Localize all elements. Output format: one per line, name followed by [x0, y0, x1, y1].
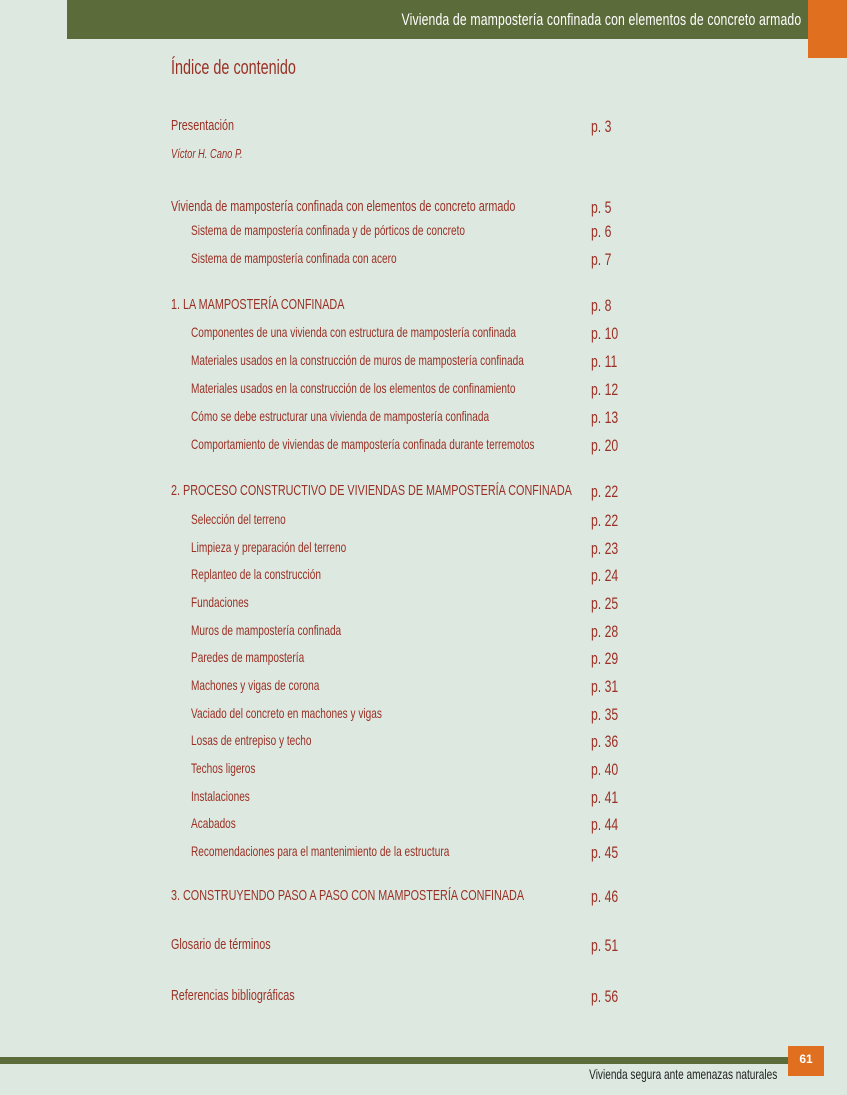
toc-section-2[interactable] [0, 482, 847, 502]
toc-subentry[interactable] [0, 566, 847, 586]
toc-entry-page: p. 36 [591, 732, 619, 751]
toc-subentry[interactable] [0, 352, 847, 372]
toc-subentry[interactable] [0, 324, 847, 344]
toc-entry-label: Fundaciones [191, 594, 249, 610]
toc-entry-page: p. 29 [591, 649, 619, 668]
page-number-badge: 61 [788, 1046, 824, 1076]
toc-entry-page: p. 5 [591, 198, 612, 217]
toc-entry-label: Instalaciones [191, 788, 250, 804]
toc-subentry[interactable] [0, 732, 847, 752]
toc-entry-label: Techos ligeros [191, 760, 256, 776]
toc-entry-page: p. 56 [591, 987, 619, 1006]
toc-subentry[interactable] [0, 436, 847, 456]
toc-entry-page: p. 46 [591, 887, 619, 906]
toc-subentry[interactable] [0, 843, 847, 863]
toc-entry-label: Paredes de mampostería [191, 649, 305, 665]
toc-entry-page: p. 44 [591, 815, 619, 834]
toc-entry-label: Sistema de mampostería confinada con acero [191, 250, 397, 266]
toc-subentry[interactable] [0, 222, 847, 242]
toc-subentry[interactable] [0, 649, 847, 669]
toc-subentry[interactable] [0, 677, 847, 697]
toc-entry-page: p. 31 [591, 677, 619, 696]
toc-entry-label: Acabados [191, 815, 236, 831]
toc-entry-page: p. 20 [591, 436, 619, 455]
toc-entry-label: Glosario de términos [171, 936, 271, 953]
toc-entry-label: 1. LA MAMPOSTERÍA CONFINADA [171, 296, 345, 313]
toc-entry-page: p. 10 [591, 324, 619, 343]
toc-entry-page: p. 41 [591, 788, 619, 807]
toc-entry-label: Referencias bibliográficas [171, 987, 295, 1004]
toc-entry-page: p. 11 [591, 352, 618, 371]
toc-entry-page: p. 40 [591, 760, 619, 779]
toc-entry-label: Cómo se debe estructurar una vivienda de mampostería confinada [191, 408, 490, 424]
toc-entry-page: p. 7 [591, 250, 612, 269]
toc-entry-page: p. 23 [591, 539, 619, 558]
toc-entry-label: Selección del terreno [191, 511, 286, 527]
toc-subentry[interactable] [0, 815, 847, 835]
toc-entry-page: p. 24 [591, 566, 619, 585]
toc-entry-page: p. 8 [591, 296, 612, 315]
toc-entry-label: Componentes de una vivienda con estructura de mampostería confinada [191, 324, 517, 340]
footer-bar [0, 1057, 788, 1064]
toc-section-3[interactable] [0, 887, 847, 907]
toc-entry-label: 2. PROCESO CONSTRUCTIVO DE VIVIENDAS DE MAMPOSTERÍA CONFINADA [171, 482, 572, 499]
toc-subentry[interactable] [0, 511, 847, 531]
toc-entry-page: p. 22 [591, 511, 619, 530]
toc-entry-label: Vivienda de mampostería confinada con elementos de concreto armado [171, 198, 516, 215]
toc-entry-label: Limpieza y preparación del terreno [191, 539, 347, 555]
toc-entry-label: Recomendaciones para el mantenimiento de la estructura [191, 843, 450, 859]
toc-entry-presentacion[interactable] [0, 117, 847, 137]
toc-subentry[interactable] [0, 539, 847, 559]
toc-subentry[interactable] [0, 705, 847, 725]
toc-entry-label: Sistema de mampostería confinada y de pórticos de concreto [191, 222, 465, 238]
toc-entry-page: p. 12 [591, 380, 619, 399]
toc-title: Índice de contenido [171, 57, 296, 79]
toc-entry-page: p. 13 [591, 408, 619, 427]
toc-entry-label: Materiales usados en la construcción de los elementos de confinamiento [191, 380, 516, 396]
toc-subentry[interactable] [0, 408, 847, 428]
toc-entry-page: p. 35 [591, 705, 619, 724]
toc-entry-glosario[interactable] [0, 936, 847, 956]
toc-entry-page: p. 3 [591, 117, 612, 136]
toc-entry-label: Presentación [171, 117, 235, 134]
toc-entry-page: p. 6 [591, 222, 612, 241]
toc-entry-page: p. 45 [591, 843, 619, 862]
toc-subentry[interactable] [0, 250, 847, 270]
toc-subentry[interactable] [0, 622, 847, 642]
toc-entry-label: Machones y vigas de corona [191, 677, 320, 693]
toc-entry-label: Muros de mampostería confinada [191, 622, 342, 638]
toc-entry-label: Materiales usados en la construcción de muros de mampostería confinada [191, 352, 524, 368]
toc-entry-label: Vaciado del concreto en machones y vigas [191, 705, 382, 721]
toc-entry[interactable] [0, 198, 847, 218]
toc-entry-label: Replanteo de la construcción [191, 566, 322, 582]
toc-entry-label: Comportamiento de viviendas de mampostería confinada durante terremotos [191, 436, 535, 452]
toc-subentry[interactable] [0, 594, 847, 614]
toc-entry-page: p. 25 [591, 594, 619, 613]
toc-subentry[interactable] [0, 380, 847, 400]
toc-entry-page: p. 28 [591, 622, 619, 641]
toc-entry-label: Losas de entrepiso y techo [191, 732, 312, 748]
toc-subentry[interactable] [0, 788, 847, 808]
toc-subentry[interactable] [0, 760, 847, 780]
author-name: Víctor H. Cano P. [171, 146, 243, 161]
toc-entry-referencias[interactable] [0, 987, 847, 1007]
toc-section-1[interactable] [0, 296, 847, 316]
toc-entry-label: 3. CONSTRUYENDO PASO A PASO CON MAMPOSTERÍA CONFINADA [171, 887, 525, 904]
header-title: Vivienda de mampostería confinada con elementos de concreto armado [401, 10, 801, 29]
toc-entry-page: p. 22 [591, 482, 619, 501]
footer-text: Vivienda segura ante amenazas naturales [588, 1066, 777, 1082]
toc-entry-page: p. 51 [591, 936, 619, 955]
